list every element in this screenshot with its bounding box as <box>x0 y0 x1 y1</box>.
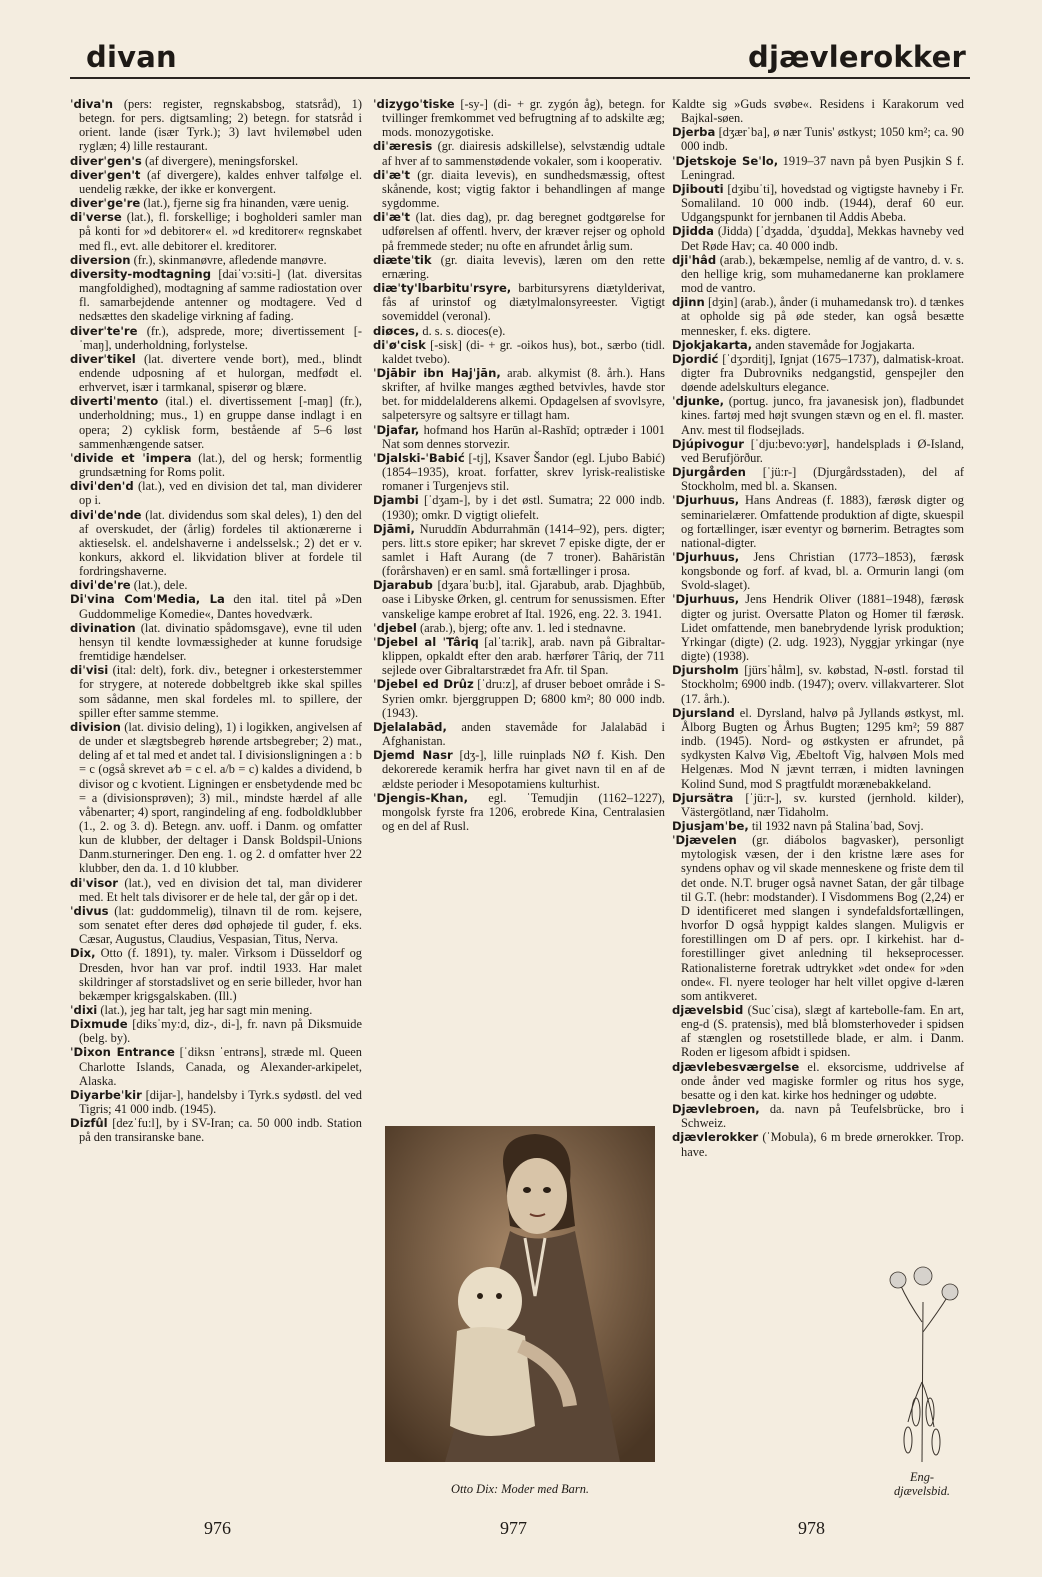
entry-headword: ˈdizygoˈtiske <box>373 97 455 111</box>
entry-definition: [dʒærˈba], ø nær Tunis' østkyst; 1050 km²; ca. 90 000 indb. <box>681 125 964 154</box>
entry-headword: ˈDjafar, <box>373 422 420 437</box>
page-number-left: 976 <box>204 1518 231 1538</box>
entry-headword: diøces, <box>373 323 420 338</box>
dictionary-entry <box>70 479 362 507</box>
dictionary-entry <box>70 508 362 579</box>
dictionary-entry <box>70 324 362 352</box>
entry-headword: Diˈvina ComˈMedia, La <box>70 592 225 607</box>
entry-headword: ˈDjalski-ˈBabić <box>373 450 465 465</box>
dictionary-entry <box>70 720 362 876</box>
entry-headword: diversion <box>70 252 131 267</box>
entry-definition: (lat.), jeg har talt, jeg har sagt min mening. <box>100 1003 313 1017</box>
entry-headword: Dix, <box>70 946 96 961</box>
dictionary-entry <box>672 154 964 182</box>
entry-headword: diviˈde're <box>70 578 131 593</box>
entry-definition: (pers: register, regnskabsbog, statsråd), 1) betegn. for pers. digtsamling; 2) betegn. for statsråd i orient. lande (især Tyrk.); 3) lavt hvilemøbel uden ryglæn; 4) lille restaurant. <box>79 97 362 154</box>
dictionary-entry <box>672 663 964 705</box>
dictionary-entry <box>672 819 964 833</box>
entry-headword: Djævlebroen, <box>672 1102 760 1117</box>
dictionary-entry <box>70 876 362 904</box>
dictionary-entry <box>373 522 665 579</box>
entry-definition: (ital.) el. divertissement [-maŋ] (fr.), underholdning; mus., 1) en gruppe danse indlagt i en opera; 2) cyklisk form, bestående af 5–6 løst sammenhængende satser. <box>79 394 362 451</box>
entry-headword: Djokjakarta, <box>672 337 753 352</box>
entry-definition: (lat.), ved en division det tal, man dividerer med. Et helt tals divisorer er de hele tal, der går op i det. <box>79 875 362 904</box>
page-number-middle: 977 <box>500 1518 527 1538</box>
dictionary-entry <box>373 720 665 748</box>
entry-definition: (Jidda) [ˈdʒadda, ˈdʒudda], Mekkas havneby ved Det Røde Hav; ca. 40 000 indb. <box>681 224 964 253</box>
dictionary-entry <box>373 139 665 167</box>
dictionary-entry <box>672 833 964 1003</box>
entry-headword: Djursätra <box>672 790 734 805</box>
dictionary-entry <box>672 592 964 663</box>
entry-headword: divertiˈmento <box>70 394 159 409</box>
dictionary-entry <box>672 253 964 295</box>
entry-headword: Djúpivogur <box>672 436 744 451</box>
entry-definition: el. Dyrsland, halvø på Jyllands østkyst, ml. Ålborg Bugten og Århus Bugten; 1295 km²; 59 887 indb. (1945). Nord- og østkysten er afrundet, på sydkysten Kalvø Vig, Æbeltoft Vig, halvøen Mols med Helgenæs. Mod N jævnt terræn, i midten lavningen Kolind Sund, mod S pragtfuldt morænebakkeland. <box>681 705 964 791</box>
entry-headword: djævlerokker <box>672 1130 759 1145</box>
entry-headword: diˈæ't <box>373 167 411 182</box>
entry-headword: Djusjamˈbe, <box>672 818 749 833</box>
entry-definition: Nuruddīn Abdurrahmān (1414–92), pers. digter; pers. litt.s store epiker; har skrevet 7 episke digte, der er samlet i Haft Aurang (de 7 troner). Bahāristān (forårshaven) er en saml. små fortællinger i prosa. <box>382 521 665 579</box>
entry-definition: (lat.), fjerne sig fra hinanden, være uenig. <box>143 196 350 211</box>
entry-definition: (gr. diaita levevis), læren om den rette ernæring. <box>382 252 665 281</box>
column-middle <box>373 97 665 833</box>
dictionary-entry <box>373 210 665 252</box>
entry-definition: barbitursyrens diætylderivat, fås af urinstof og diætylmalonsyreester. Vigtigt sovemiddel (veronal). <box>382 281 665 324</box>
entry-headword: djævelsbid <box>672 1003 744 1017</box>
dictionary-entry <box>672 352 964 394</box>
entry-headword: ˈdiva'n <box>70 97 114 111</box>
entry-headword: ˈDjurhuus, <box>672 550 740 564</box>
entry-definition: [diksˈmy:d, diz-, di-], fr. navn på Diksmuide (belg. by). <box>79 1017 362 1046</box>
entry-headword: diverˈge're <box>70 196 141 211</box>
entry-definition: (gr. diaita levevis), en sundhedsmæssig, oftest skånende, kost; vigtig faktor i behandlingen af mange sygdomme. <box>382 167 665 211</box>
entry-definition: [alˈta:rik], arab. navn på Gibraltar-klippen, opkaldt efter den arab. hærfører Târiq, der 711 sejlede over Gibraltarstrædet fra Afr. til Span. <box>382 634 665 678</box>
dictionary-entry <box>672 465 964 493</box>
entry-definition: da. navn på Teufelsbrücke, bro i Schweiz. <box>681 1102 964 1131</box>
entry-headword: ˈdivide et ˈimpera <box>70 450 192 465</box>
entry-headword: ˈDixon Entrance <box>70 1045 175 1060</box>
entry-definition: egl. ˈTemudjin (1162–1227), mongolsk fyrste fra 1206, erobrede Kina, Centralasien og en del af Rusl. <box>382 790 665 833</box>
entry-headword: ˈdjebel <box>373 620 417 635</box>
entry-headword: Djurgården <box>672 465 746 480</box>
dictionary-entry <box>672 550 964 592</box>
entry-definition: [ˈjü:r-] (Djurgårdsstaden), del af Stockholm, med bl. a. Skansen. <box>681 465 964 494</box>
painting-illustration <box>385 1126 655 1462</box>
entry-definition: anden stavemåde for Jogjakarta. <box>755 337 915 352</box>
dictionary-entry <box>70 592 362 620</box>
dictionary-entry <box>672 437 964 465</box>
entry-definition: (lat. divertere vende bort), med., blindt endende udposning af et hulorgan, medfødt el. erhvervet, især i tarmkanal, spiserør og blære. <box>79 351 362 395</box>
dictionary-entry <box>70 904 362 946</box>
entry-headword: ˈdivus <box>70 903 109 918</box>
dictionary-entry <box>70 1088 362 1116</box>
entry-headword: diverˈte're <box>70 323 138 338</box>
dictionary-entry <box>373 451 665 493</box>
entry-definition: (lat. dies dag), pr. dag beregnet godtgørelse for udførelsen af offentl. hverv, der kræver rejser og ophold på fremmede steder; nu ofte en afrundet årlig sum. <box>382 210 665 253</box>
entry-definition: (arab.), bekæmpelse, nemlig af de vantro, d. v. s. den hellige krig, som muhamedanerne kan proklamere mod de vantro. <box>681 252 964 296</box>
entry-headword: diˈvisi <box>70 663 109 678</box>
entry-headword: divination <box>70 620 136 635</box>
dictionary-entry <box>373 97 665 139</box>
entry-definition: (lat.), del og hersk; formentlig grundsætning for Roms polit. <box>79 450 362 480</box>
dictionary-entry <box>373 423 665 451</box>
otto-dix-painting <box>385 1126 655 1462</box>
dictionary-entry <box>373 635 665 677</box>
entry-headword: Djibouti <box>672 181 724 196</box>
figure-caption: Otto Dix: Moder med Barn. <box>451 1482 589 1496</box>
entry-headword: djiˈhâd <box>672 252 717 267</box>
dictionary-entry <box>70 451 362 479</box>
dictionary-entry <box>672 1003 964 1060</box>
dictionary-entry <box>672 295 964 337</box>
dictionary-entry <box>70 946 362 1003</box>
dictionary-entry <box>373 338 665 366</box>
entry-definition: [-sy-] (di- + gr. zygón åg), betegn. for tvillinger fremkommet ved befrugtning af to adskilte æg; mods. monozygotiske. <box>382 97 665 140</box>
entry-headword: diˈø'cisk <box>373 337 426 352</box>
entry-headword: Dixmude <box>70 1017 128 1032</box>
dictionary-entry <box>70 621 362 663</box>
entry-headword: Djāmi, <box>373 521 415 536</box>
dictionary-entry <box>373 578 665 620</box>
entry-headword: diæˈty'lbarbituˈrsyre, <box>373 281 512 296</box>
entry-definition: Otto (f. 1891), ty. maler. Virksom i Düsseldorf og Dresden, hvor han var prof. indtil 1933. Har malet skildringer af storstadslivet og en serie billeder, hvor han bekæmper krigsgalskaben. (Ill.) <box>79 946 362 1003</box>
running-head-left: divan <box>86 40 177 74</box>
devils-bit-plant-illustration <box>878 1262 968 1462</box>
dictionary-entry <box>70 352 362 394</box>
entry-definition: (lat.), fl. forskellige; i bogholderi samler man på konti for »d debitorer« el. »d kreditorer« regnskabet med fl., evt. alle debitorer el. kreditorer. <box>79 210 362 253</box>
entry-headword: diˈæresis <box>373 139 433 154</box>
entry-definition: [ˈdru:z], af druser beboet område i S-Syrien omkr. bjerggruppen D; 6800 km²; 80 000 indb. (1943). <box>382 677 665 720</box>
dictionary-entry <box>373 621 665 635</box>
header-rule <box>70 77 970 79</box>
entry-definition: (ital: delt), fork. div., betegner i orkesterstemmer for strygere, at noterede dobbeltgreb ikke skal spilles som sådanne, men skal fordeles ml. to spillere, der spiller efter samme stemme. <box>79 663 362 720</box>
entry-definition: [ˈdiksn ˈentrəns], stræde ml. Queen Charlotte Islands, Canada, og Alexander-arkipelet, Alaska. <box>79 1045 362 1088</box>
entry-definition: Kaldte sig »Guds svøbe«. Residens i Karakorum ved Bajkal-søen. <box>672 97 964 126</box>
entry-definition: (fr.), adsprede, more; divertissement [-ˈmaŋ], underholdning, forlystelse. <box>79 323 362 352</box>
entry-definition: [dʒ-], lille ruinplads NØ f. Kish. Den dekorerede keramik herfra har givet navn til en af de ældste perioder i Mesopotamiens kulturhist. <box>382 748 665 791</box>
dictionary-entry <box>672 493 964 550</box>
entry-headword: Djambi <box>373 493 419 508</box>
entry-definition: [ˈdʒam-], by i det østl. Sumatra; 22 000 indb. (1930); omkr. D vigtigt oliefelt. <box>382 493 665 522</box>
entry-definition: (lat.), ved en division det tal, man dividerer op i. <box>79 479 362 508</box>
dictionary-entry <box>70 1116 362 1144</box>
column-left <box>70 97 362 1145</box>
dictionary-entry <box>70 168 362 196</box>
dictionary-entry <box>373 791 665 833</box>
dictionary-entry <box>672 97 964 125</box>
entry-headword: diviˈde'nde <box>70 507 142 522</box>
entry-headword: Djidda <box>672 224 714 239</box>
entry-definition: [dʒaraˈbu:b], ital. Gjarabub, arab. Djaghbūb, oase i Libyske Ørken, gl. centrum for senussismen. Efter vanskelige kampe erobret af Ital. 1926, eng. 22. 3. 1941. <box>382 578 665 621</box>
dictionary-entry <box>373 493 665 521</box>
entry-headword: ˈDjebel al ˈTâriq <box>373 634 479 649</box>
dictionary-entry <box>373 281 665 323</box>
entry-headword: ˈDjævelen <box>672 833 737 848</box>
entry-definition: hofmand hos Harūn al-Rashīd; optræder i 1001 Nat som dennes storvezir. <box>382 422 665 451</box>
entry-headword: Djemd Nasr <box>373 748 453 763</box>
entry-headword: diæteˈtik <box>373 252 432 267</box>
entry-headword: ˈDjābir ibn Hajˈjān, <box>373 365 501 380</box>
entry-headword: ˈDjetskoje Seˈlo, <box>672 153 779 168</box>
entry-definition: [dʒibuˈti], hovedstad og vigtigste havneby i Fr. Somaliland. 10 000 indb. (1944), deraf 60 eur. Udgangspunkt for jernbanen til Addis Abeba. <box>681 181 964 225</box>
entry-definition: anden stavemåde for Jalalabād i Afghanistan. <box>382 719 665 749</box>
entry-definition: (lat. divisio deling), 1) i logikken, angivelsen af de under et slægtsbegreb hørende artsbegreber; 2) mat., deling af et tal med et andet tal. I divisionsligningen a : b = c (også skrevet a⁄b = c el. a/b = c) kaldes a dividend, b divisor og c kvotient. Ligningen er ensbetydende med bc = a (divisionsprøven); 3) mil., mindste hærdel af alle våbenarter; 4) sport, rangindeling af eng. fodboldklubber (1., 2. og 3. d). Betegn. anv. uoff. i Danm. og omfatter kun de klubber, der deltager i Dansk Boldspil-Unions Danm.sturneringer. Den eng. 1. og 2. d omfatter hver 22 klubber, den da. 1. d 10 klubber. <box>79 719 362 876</box>
entry-definition: [daiˈvɔ:siti-] (lat. diversitas mangfoldighed), modtagning af samme radiostation over fl. samarbejdende antenner og modtagere. Ved d nedsættes den skadelige virkning af fading. <box>79 266 362 324</box>
entry-headword: djinn <box>672 295 705 310</box>
entry-definition: (lat. dividendus som skal deles), 1) den del af overskudet, der (årlig) fordeles til aktionærerne i aktieselsk. el. andelshaverne i andelsselsk.; 2) det er v. konkurs, akkord el. likvidation bliver at fordele til fordringshaverne. <box>79 507 362 579</box>
dictionary-entry <box>70 1003 362 1017</box>
entry-definition: (fr.), skinmanøvre, afledende manøvre. <box>133 252 327 267</box>
entry-headword: diviˈden'd <box>70 479 134 494</box>
entry-definition: arab. alkymist (8. årh.). Hans skrifter, af hvilke manges ægthed betvivles, havde stor bet. for middelalderens alkemi. Opdagelsen af svovlsyre, salpetersyre og saltsyre er tillagt ham. <box>382 365 665 423</box>
entry-headword: Djarabub <box>373 578 433 593</box>
entry-headword: ˈDjebel ed Drûz <box>373 677 474 692</box>
entry-headword: diversity-modtagning <box>70 266 211 281</box>
entry-definition: (lat. divinatio spådomsgave), evne til uden hensyn til kendte lovmæssigheder at kunne forudsige fremtidige hændelser. <box>79 620 362 664</box>
dictionary-entry <box>672 125 964 153</box>
dictionary-entry <box>672 1102 964 1130</box>
entry-definition: (af divergere), meningsforskel. <box>144 153 299 168</box>
dictionary-entry <box>70 196 362 210</box>
entry-headword: Djelalabād, <box>373 719 447 734</box>
entry-headword: ˈDjurhuus, <box>672 493 740 508</box>
entry-definition: Jens Christian (1773–1853), færøsk kongsbonde og forf. af kvad, bl. a. Ormurin langi (om Svold-slaget). <box>681 550 964 593</box>
entry-definition: (gr. diairesis adskillelse), selvstændig udtale af hver af to sammenstødende vokaler, som i kooperativ. <box>382 139 665 168</box>
entry-definition: [jürsˈhålm], sv. købstad, N-østl. forstad til Stockholm; 6900 indb. (1947); overv. villakvarterer. Slot (17. årh.). <box>681 663 964 706</box>
plant-caption: Eng-djævelsbid. <box>893 1470 951 1498</box>
entry-definition: til 1932 navn på Stalinaˈbad, Sovj. <box>751 818 924 833</box>
dictionary-entry <box>70 1045 362 1087</box>
dictionary-entry <box>373 324 665 338</box>
dictionary-entry <box>672 791 964 819</box>
entry-definition: [dijar-], handelsby i Tyrk.s sydøstl. del ved Tigris; 41 000 indb. (1945). <box>79 1087 362 1117</box>
entry-headword: djævlebesværgelse <box>672 1059 800 1074</box>
entry-headword: Djordić <box>672 351 719 366</box>
entry-definition: [dʒin] (arab.), ånder (i muhamedansk tro). d tænkes at opholde sig på øde steder, kan også besætte mennesker, f. eks. digtere. <box>681 295 964 338</box>
dictionary-entry <box>70 97 362 154</box>
dictionary-entry <box>70 394 362 451</box>
entry-headword: ˈdixi <box>70 1003 98 1017</box>
entry-headword: Dizfûl <box>70 1116 108 1131</box>
dictionary-entry <box>373 677 665 719</box>
entry-headword: diverˈtikel <box>70 351 136 366</box>
dictionary-entry <box>373 168 665 210</box>
entry-definition: (arab.), bjerg; ofte anv. 1. led i stednavne. <box>419 620 627 635</box>
dictionary-entry <box>70 267 362 324</box>
entry-definition: (lat.), dele. <box>133 578 188 593</box>
dictionary-entry <box>70 663 362 720</box>
dictionary-entry <box>373 366 665 423</box>
dictionary-entry <box>373 253 665 281</box>
dictionary-entry <box>70 253 362 267</box>
entry-definition: (portug. junco, fra javanesisk jon), fladbundet kines. fartøj med højt svungen stævn og en el. fl. master. Anv. mest til flodsejlads. <box>681 394 964 437</box>
entry-headword: Djursland <box>672 705 735 720</box>
dictionary-entry <box>672 1130 964 1158</box>
entry-headword: Djursholm <box>672 663 739 678</box>
entry-definition: Jens Hendrik Oliver (1881–1948), færøsk digter og jurist. Oversatte Platon og Homer til færøsk. Lidet omfattende, men banebrydende lyrisk produktion; Yrkingar (digte) (2. udg. 1923), Nyggjar yrkingar (nye digte) (1938). <box>681 592 964 664</box>
entry-headword: Djerba <box>672 125 716 140</box>
entry-headword: diˈverse <box>70 210 122 225</box>
entry-headword: ˈDjengis-Khan, <box>373 790 468 805</box>
entry-headword: diˈvisor <box>70 875 118 890</box>
dictionary-entry <box>70 578 362 592</box>
entry-definition: 1919–37 navn på byen Pusjkin S f. Leningrad. <box>681 153 964 182</box>
dictionary-entry <box>672 182 964 224</box>
entry-definition: [ˈjü:r-], sv. kursted (jernhold. kilder), Västergötland, nær Tidaholm. <box>681 790 964 819</box>
dictionary-entry <box>70 210 362 252</box>
dictionary-entry <box>672 1060 964 1102</box>
running-head-right: djævlerokker <box>748 40 966 74</box>
dictionary-entry <box>373 748 665 790</box>
entry-headword: diˈæ't <box>373 210 411 225</box>
entry-definition: d. s. s. dioces(e). <box>422 323 506 338</box>
entry-headword: Diyarbeˈkir <box>70 1087 142 1102</box>
column-right <box>672 97 964 1159</box>
entry-definition: (ˈMobula), 6 m brede ørnerokker. Trop. have. <box>681 1130 964 1159</box>
entry-definition: den ital. titel på »Den Guddommelige Komedie«, Dantes hovedværk. <box>79 592 362 621</box>
dictionary-entry <box>70 1017 362 1045</box>
entry-headword: ˈdjunke, <box>672 394 724 409</box>
entry-headword: diverˈgen's <box>70 153 142 168</box>
entry-definition: Hans Andreas (f. 1883), færøsk digter og seminarielærer. Omfattende produktion af digte, skuespil og fortællinger, især eventyr og børnerim. Betragtes som national-digter. <box>681 493 964 550</box>
dictionary-entry <box>672 224 964 252</box>
entry-definition: [-tj], Ksaver Šandor (egl. Ljubo Babić) (1854–1935), kroat. forfatter, skrev lyrisk-realistiske romaner i Turgenjevs stil. <box>382 450 665 494</box>
dictionary-entry <box>70 154 362 168</box>
entry-definition: (lat: guddommelig), tilnavn til de rom. kejsere, som senatet efter deres død ophøjede til guder, f. eks. Cæsar, Augustus, Claudius, Vespasian, Titus, Nerva. <box>79 903 362 947</box>
entry-definition: el. eksorcisme, uddrivelse af onde ånder ved magiske formler og ritus hos syge, besatte og i den kat. kirke hos hedninger og udøbte. <box>681 1059 964 1102</box>
entry-headword: division <box>70 719 121 734</box>
entry-definition: [ˈdʒɔrditj], Ignjat (1675–1737), dalmatisk-kroat. digter fra Dubrovniks nedgangstid, genspejler den døende adelskulturs elegance. <box>681 351 964 395</box>
dictionary-entry <box>672 394 964 436</box>
page-number-right: 978 <box>798 1518 825 1538</box>
entry-definition: [ˈdju:bevo:yør], handelsplads i Ø-Island, ved Berufjörður. <box>681 436 964 465</box>
entry-definition: (af divergere), kaldes enhver talfølge el. uendelig række, der ikke er konvergent. <box>79 167 362 196</box>
entry-headword: diverˈgen't <box>70 167 141 182</box>
entry-definition: [-sisk] (di- + gr. -oikos hus), bot., særbo (tidl. kaldet tvebo). <box>382 337 665 366</box>
entry-definition: (gr. diábolos bagvasker), personligt mytologisk væsen, der i den kristne lære ases for syndens ophav og vil skade menneskene og friste dem til det onde. N.T. bruger også navnet Satan, der går tilbage til G.T. (hebr: modstander). I Visdommens Bog (2,24) er D identificeret med slangen i syndefaldsfortællingen, hvorfor D også hyppigt kaldes slangen. Muligvis er forestillingen om D af pers. opr. I kirkehist. har d-forestillinger givet anledning til hekseprocesser. Rationalisterne foretrak udtrykket »det onde« for »den onde«. Fl. nyere teologer har helt villet opgive d-læren som antikveret. <box>681 833 964 1003</box>
dictionary-entry <box>672 706 964 791</box>
entry-headword: ˈDjurhuus, <box>672 592 740 607</box>
dictionary-entry <box>672 338 964 352</box>
entry-definition: [dezˈfu:l], by i SV-Iran; ca. 50 000 indb. Station på den transiranske bane. <box>79 1116 362 1145</box>
entry-definition: (Sucˈcisa), slægt af kartebolle-fam. En art, eng-d (S. pratensis), med blå blomsterhoveder i spidsen af stænglen og rosetstillede blade, er alm. i Danm. Roden er ligesom afbidt i spidsen. <box>681 1003 964 1060</box>
